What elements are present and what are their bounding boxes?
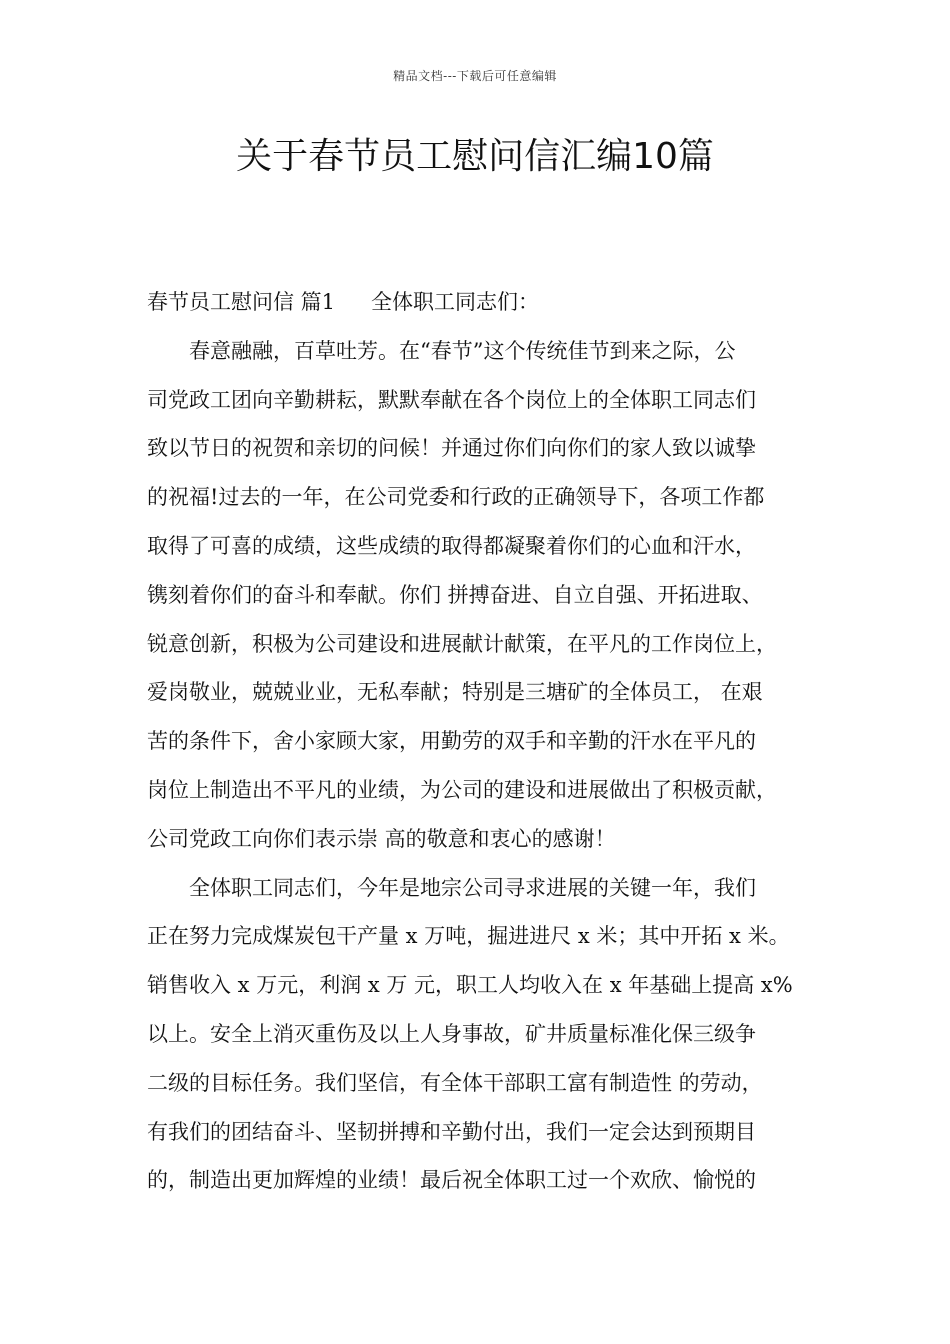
paragraph-line: 以上。安全上消灭重伤及以上人身事故，矿井质量标准化保三级争 <box>147 1021 756 1046</box>
section-heading-line <box>147 278 827 327</box>
paragraph-line: 销售收入 x 万元，利润 x 万 元，职工人均收入在 x 年基础上提高 x% <box>147 973 793 998</box>
paragraph-line: 的，制造出更加辉煌的业绩！最后祝全体职工过一个欢欣、愉悦的 <box>147 1168 756 1193</box>
paragraph-line: 岗位上制造出不平凡的业绩，为公司的建设和进展做出了积极贡献， <box>147 777 777 802</box>
paragraph-line: 公司党政工向你们表示崇 高的敬意和衷心的感谢！ <box>147 826 616 851</box>
paragraph-line: 二级的目标任务。我们坚信，有全体干部职工富有制造性 的劳动， <box>147 1070 763 1095</box>
paragraph-line: 爱岗敬业，兢兢业业，无私奉献；特别是三塘矿的全体员工， 在艰 <box>147 680 763 705</box>
paragraph-2 <box>147 864 827 1206</box>
paragraph-1 <box>147 327 827 864</box>
paragraph-line: 取得了可喜的成绩，这些成绩的取得都凝聚着你们的心血和汗水， <box>147 533 756 558</box>
paragraph-line: 春意融融，百草吐芳。在“春节”这个传统佳节到来之际，公 <box>189 338 736 363</box>
header-note: 精品文档---下载后可任意编辑 <box>393 69 557 83</box>
paragraph-line: 致以节日的祝贺和亲切的问候！并通过你们向你们的家人致以诚挚 <box>147 436 756 461</box>
paragraph-line: 锐意创新，积极为公司建设和进展献计献策，在平凡的工作岗位上， <box>147 631 777 656</box>
paragraph-line: 司党政工团向辛勤耕耘，默默奉献在各个岗位上的全体职工同志们 <box>147 387 756 412</box>
paragraph-line: 苦的条件下，舍小家顾大家，用勤劳的双手和辛勤的汗水在平凡的 <box>147 729 756 754</box>
paragraph-line: 有我们的团结奋斗、坚韧拼搏和辛勤付出，我们一定会达到预期目 <box>147 1119 756 1144</box>
paragraph-line: 镌刻着你们的奋斗和奉献。你们 拼搏奋进、自立自强、开拓进取、 <box>147 582 763 607</box>
paragraph-line: 正在努力完成煤炭包干产量 x 万吨，掘进进尺 x 米；其中开拓 x 米。 <box>147 924 790 949</box>
section-heading: 春节员工慰问信 篇1 <box>147 290 336 314</box>
paragraph-line: 全体职工同志们，今年是地宗公司寻求进展的关键一年，我们 <box>189 875 756 900</box>
paragraph-line: 的祝福!过去的一年，在公司党委和行政的正确领导下，各项工作都 <box>147 485 765 510</box>
salutation: 全体职工同志们： <box>371 290 540 314</box>
document-title: 关于春节员工慰问信汇编10篇 <box>236 136 714 177</box>
document-body <box>147 278 827 1205</box>
